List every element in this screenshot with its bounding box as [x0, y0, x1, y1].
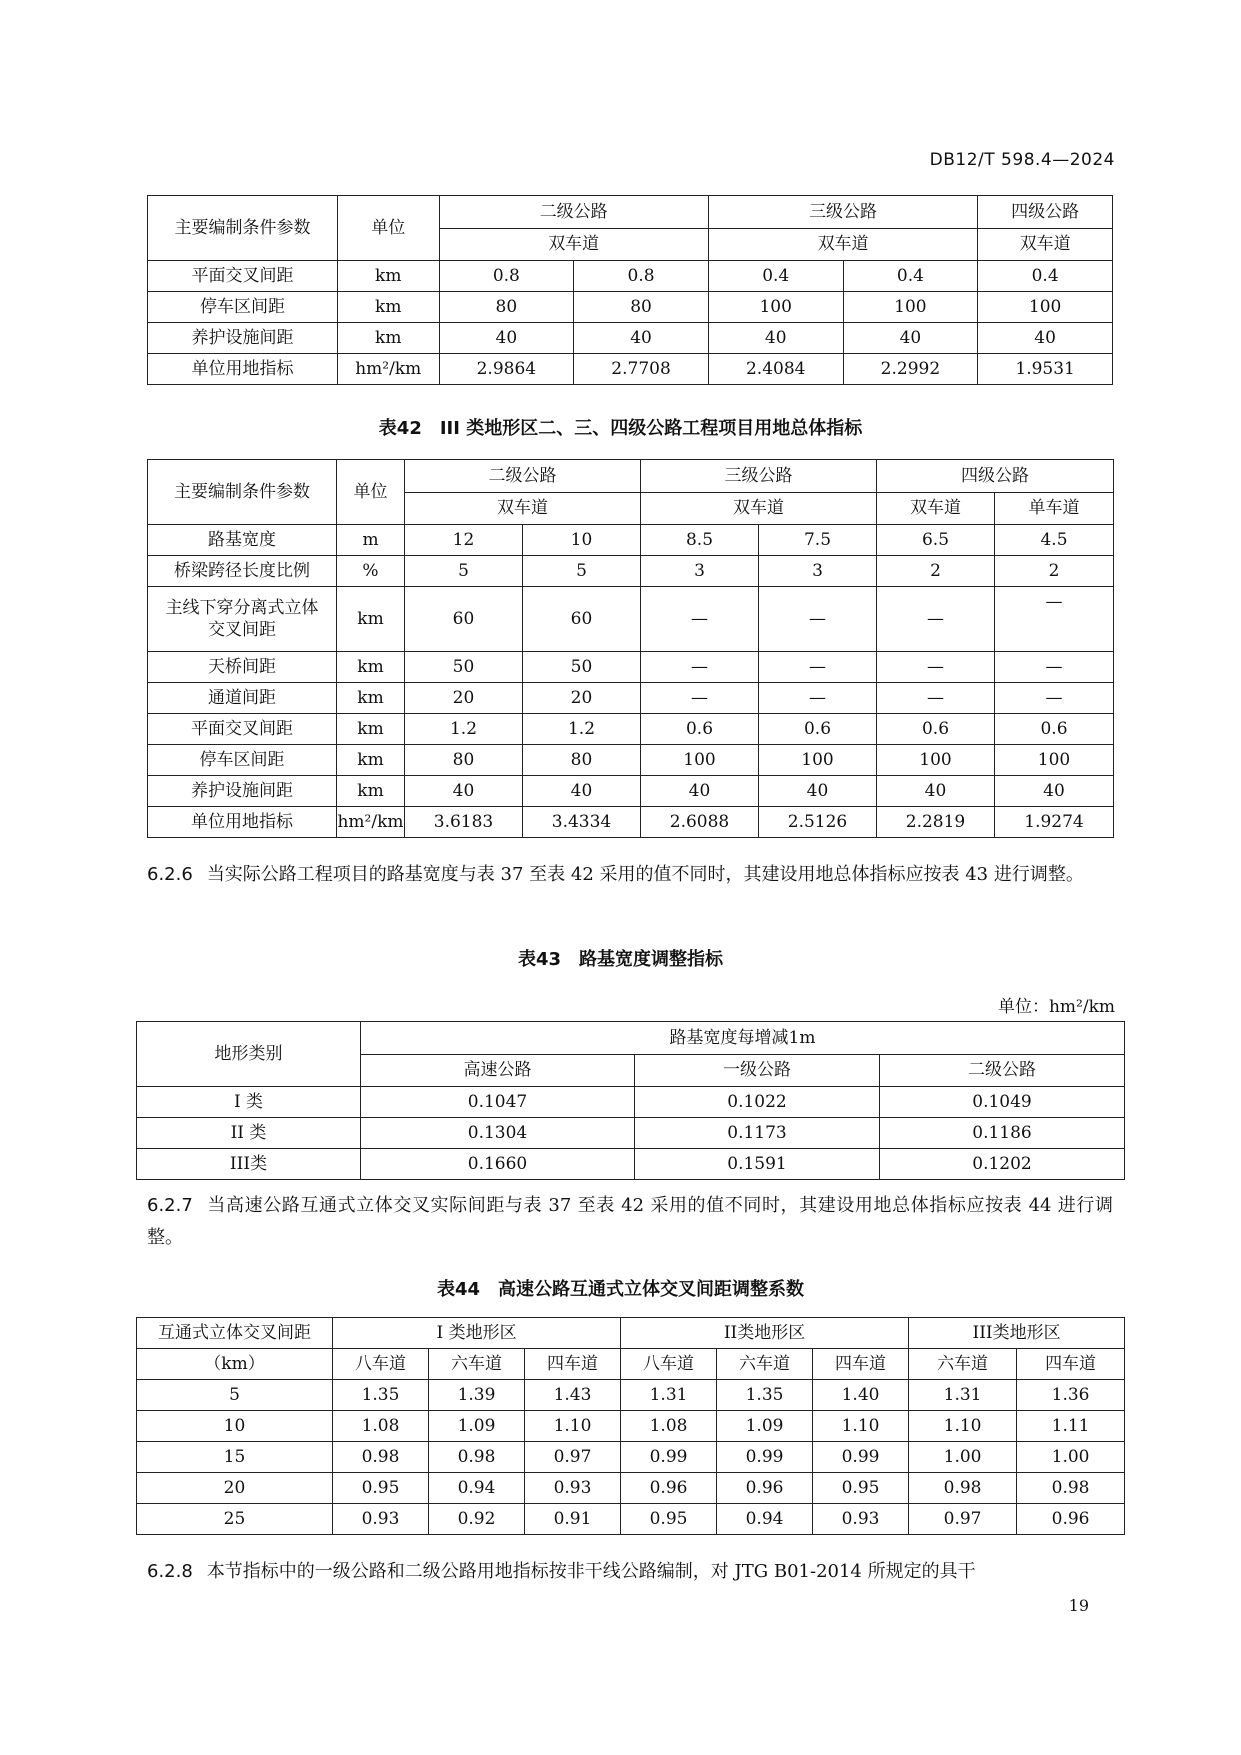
row-unit: km — [337, 323, 439, 354]
cell: 50 — [523, 652, 641, 683]
table-row — [148, 714, 1114, 745]
clause-text: 本节指标中的一级公路和二级公路用地指标按非干线公路编制，对 JTG B01-2014 所规定的具干 — [206, 1561, 976, 1582]
row-label: 停车区间距 — [148, 292, 338, 323]
cell: 100 — [978, 292, 1113, 323]
cell: — — [877, 587, 995, 652]
group-header: 三级公路 — [641, 460, 877, 493]
cell: 1.10 — [909, 1411, 1017, 1442]
cell: — — [995, 652, 1114, 683]
cell: 40 — [759, 776, 877, 807]
col-header: 高速公路 — [361, 1054, 635, 1087]
lane-header: 双车道 — [708, 228, 977, 261]
row-unit: km — [337, 776, 405, 807]
header-distance: 互通式立体交叉间距 — [137, 1318, 333, 1349]
cell: 1.09 — [717, 1411, 813, 1442]
lane-header: 六车道 — [429, 1349, 525, 1380]
row-label: 平面交叉间距 — [148, 261, 338, 292]
table-row — [137, 1442, 1125, 1473]
cell: 1.10 — [813, 1411, 909, 1442]
cell: 1.9531 — [978, 354, 1113, 385]
cell: 1.40 — [813, 1380, 909, 1411]
cell: 0.93 — [333, 1504, 429, 1535]
cell: 80 — [439, 292, 574, 323]
cell: 3 — [641, 556, 759, 587]
cell: — — [641, 683, 759, 714]
group-header: III类地形区 — [909, 1318, 1125, 1349]
row-label: III类 — [137, 1149, 361, 1180]
cell: — — [641, 652, 759, 683]
cell: — — [759, 683, 877, 714]
row-unit: km — [337, 292, 439, 323]
lane-header: 单车道 — [995, 492, 1114, 525]
cell: 3 — [759, 556, 877, 587]
cell: 1.00 — [909, 1442, 1017, 1473]
cell: 2 — [877, 556, 995, 587]
cell: 1.08 — [333, 1411, 429, 1442]
row-label: 养护设施间距 — [148, 323, 338, 354]
table-row — [148, 354, 1113, 385]
cell: 0.4 — [978, 261, 1113, 292]
table-row — [148, 683, 1114, 714]
cell: 20 — [405, 683, 523, 714]
cell: 1.43 — [525, 1380, 621, 1411]
cell: 0.98 — [1017, 1473, 1125, 1504]
group-header: 三级公路 — [708, 196, 977, 229]
clause-text: 当实际公路工程项目的路基宽度与表 37 至表 42 采用的值不同时，其建设用地总体指标应按表 43 进行调整。 — [206, 864, 1084, 885]
cell: 4.5 — [995, 525, 1114, 556]
cell: 2.7708 — [574, 354, 709, 385]
row-label: 养护设施间距 — [148, 776, 337, 807]
cell: 1.31 — [621, 1380, 717, 1411]
cell: 2 — [995, 556, 1114, 587]
table-row — [137, 1149, 1125, 1180]
group-header: I 类地形区 — [333, 1318, 621, 1349]
cell: 2.4084 — [708, 354, 843, 385]
row-label: 停车区间距 — [148, 745, 337, 776]
cell: — — [995, 683, 1114, 714]
cell: 40 — [843, 323, 978, 354]
table-row — [148, 745, 1114, 776]
row-unit: m — [337, 525, 405, 556]
cell: 40 — [574, 323, 709, 354]
col-header: 一级公路 — [635, 1054, 880, 1087]
cell: 0.97 — [909, 1504, 1017, 1535]
lane-header: 四车道 — [813, 1349, 909, 1380]
row-label: 25 — [137, 1504, 333, 1535]
header-unit: 单位 — [337, 196, 439, 261]
cell: 1.00 — [1017, 1442, 1125, 1473]
cell: 60 — [405, 587, 523, 652]
cell: 0.95 — [813, 1473, 909, 1504]
header-unit: 单位 — [337, 460, 405, 525]
cell: 0.4 — [708, 261, 843, 292]
row-label: 单位用地指标 — [148, 354, 338, 385]
cell: 0.1049 — [880, 1087, 1125, 1118]
cell: 0.99 — [621, 1442, 717, 1473]
cell: 0.6 — [995, 714, 1114, 745]
document-code: DB12/T 598.4—2024 — [929, 150, 1115, 170]
cell: 5 — [405, 556, 523, 587]
cell: 1.08 — [621, 1411, 717, 1442]
cell: — — [995, 587, 1114, 652]
cell: 100 — [759, 745, 877, 776]
table-row — [137, 1411, 1125, 1442]
clause-number: 6.2.7 — [147, 1195, 193, 1216]
table-42 — [147, 459, 1114, 838]
cell: 2.9864 — [439, 354, 574, 385]
cell: 7.5 — [759, 525, 877, 556]
cell: 1.35 — [333, 1380, 429, 1411]
table-row — [137, 1087, 1125, 1118]
cell: 80 — [405, 745, 523, 776]
cell: 20 — [523, 683, 641, 714]
cell: 0.1047 — [361, 1087, 635, 1118]
cell: 0.94 — [429, 1473, 525, 1504]
table-43-unit-note: 单位：hm²/km — [997, 997, 1115, 1017]
cell: 2.2819 — [877, 807, 995, 838]
cell: 80 — [523, 745, 641, 776]
cell: 1.11 — [1017, 1411, 1125, 1442]
table-row — [148, 556, 1114, 587]
cell: 12 — [405, 525, 523, 556]
cell: 5 — [523, 556, 641, 587]
table-43-caption: 表43 路基宽度调整指标 — [517, 949, 724, 970]
table-row — [148, 292, 1113, 323]
cell: 0.6 — [641, 714, 759, 745]
row-label: II 类 — [137, 1118, 361, 1149]
clause-6-2-8 — [147, 1556, 1113, 1588]
cell: 40 — [641, 776, 759, 807]
table-row — [148, 261, 1113, 292]
cell: 100 — [877, 745, 995, 776]
cell: 0.92 — [429, 1504, 525, 1535]
cell: — — [759, 587, 877, 652]
row-unit: km — [337, 652, 405, 683]
cell: 0.95 — [333, 1473, 429, 1504]
clause-number: 6.2.8 — [147, 1561, 193, 1582]
row-unit: hm²/km — [337, 807, 405, 838]
cell: 0.94 — [717, 1504, 813, 1535]
table-44-caption: 表44 高速公路互通式立体交叉间距调整系数 — [436, 1279, 805, 1300]
row-label: 5 — [137, 1380, 333, 1411]
header-param: 主要编制条件参数 — [148, 460, 337, 525]
cell: 1.2 — [405, 714, 523, 745]
table-row — [148, 587, 1114, 652]
cell: 0.96 — [1017, 1504, 1125, 1535]
cell: 40 — [995, 776, 1114, 807]
header-distance-unit: （km） — [137, 1349, 333, 1380]
cell: 1.10 — [525, 1411, 621, 1442]
row-label: 天桥间距 — [148, 652, 337, 683]
table-42-caption: 表42 III 类地形区二、三、四级公路工程项目用地总体指标 — [378, 418, 863, 439]
cell: 100 — [843, 292, 978, 323]
row-unit: km — [337, 261, 439, 292]
cell: 0.1304 — [361, 1118, 635, 1149]
cell: 0.97 — [525, 1442, 621, 1473]
lane-header: 四车道 — [1017, 1349, 1125, 1380]
cell: 60 — [523, 587, 641, 652]
table-41-continued — [147, 195, 1113, 385]
row-label: 桥梁跨径长度比例 — [148, 556, 337, 587]
cell: 100 — [641, 745, 759, 776]
lane-header: 双车道 — [641, 492, 877, 525]
row-label: 10 — [137, 1411, 333, 1442]
row-label: 平面交叉间距 — [148, 714, 337, 745]
cell: 0.1202 — [880, 1149, 1125, 1180]
cell: — — [759, 652, 877, 683]
cell: 8.5 — [641, 525, 759, 556]
lane-header: 双车道 — [978, 228, 1113, 261]
cell: 1.35 — [717, 1380, 813, 1411]
cell: 2.5126 — [759, 807, 877, 838]
lane-header: 四车道 — [525, 1349, 621, 1380]
cell: 0.1660 — [361, 1149, 635, 1180]
table-row — [148, 807, 1114, 838]
header-terrain: 地形类别 — [137, 1022, 361, 1087]
cell: 0.99 — [813, 1442, 909, 1473]
cell: 0.1022 — [635, 1087, 880, 1118]
cell: 40 — [439, 323, 574, 354]
cell: 1.9274 — [995, 807, 1114, 838]
row-label: 路基宽度 — [148, 525, 337, 556]
cell: 40 — [877, 776, 995, 807]
table-row — [137, 1504, 1125, 1535]
lane-header: 双车道 — [877, 492, 995, 525]
cell: 0.98 — [333, 1442, 429, 1473]
table-row — [148, 525, 1114, 556]
cell: 0.6 — [759, 714, 877, 745]
cell: 0.96 — [621, 1473, 717, 1504]
table-row — [137, 1118, 1125, 1149]
row-label: 通道间距 — [148, 683, 337, 714]
cell: 0.98 — [909, 1473, 1017, 1504]
cell: 0.95 — [621, 1504, 717, 1535]
clause-6-2-6 — [147, 859, 1113, 891]
lane-header: 八车道 — [333, 1349, 429, 1380]
cell: 40 — [978, 323, 1113, 354]
table-row — [148, 323, 1113, 354]
cell: 6.5 — [877, 525, 995, 556]
clause-6-2-7 — [147, 1190, 1113, 1254]
lane-header: 六车道 — [909, 1349, 1017, 1380]
cell: 40 — [405, 776, 523, 807]
cell: 1.31 — [909, 1380, 1017, 1411]
header-param: 主要编制条件参数 — [148, 196, 338, 261]
row-label: 单位用地指标 — [148, 807, 337, 838]
lane-header: 六车道 — [717, 1349, 813, 1380]
cell: 0.91 — [525, 1504, 621, 1535]
row-unit: km — [337, 683, 405, 714]
table-row — [137, 1380, 1125, 1411]
cell: 2.6088 — [641, 807, 759, 838]
row-unit: % — [337, 556, 405, 587]
table-row — [148, 776, 1114, 807]
cell: 0.98 — [429, 1442, 525, 1473]
cell: 0.4 — [843, 261, 978, 292]
cell: 0.8 — [439, 261, 574, 292]
lane-header: 八车道 — [621, 1349, 717, 1380]
cell: 100 — [708, 292, 843, 323]
cell: 0.1591 — [635, 1149, 880, 1180]
cell: 0.1173 — [635, 1118, 880, 1149]
cell: 0.93 — [813, 1504, 909, 1535]
cell: 2.2992 — [843, 354, 978, 385]
group-header: 四级公路 — [877, 460, 1114, 493]
clause-text: 当高速公路互通式立体交叉实际间距与表 37 至表 42 采用的值不同时，其建设用地总体指标应按表 44 进行调整。 — [147, 1195, 1113, 1248]
row-unit: km — [337, 587, 405, 652]
table-row — [137, 1473, 1125, 1504]
cell: 3.4334 — [523, 807, 641, 838]
clause-number: 6.2.6 — [147, 864, 193, 885]
cell: 3.6183 — [405, 807, 523, 838]
cell: 100 — [995, 745, 1114, 776]
row-label: 主线下穿分离式立体交叉间距 — [148, 587, 337, 652]
cell: 80 — [574, 292, 709, 323]
group-header: II类地形区 — [621, 1318, 909, 1349]
cell: 1.2 — [523, 714, 641, 745]
cell: 40 — [523, 776, 641, 807]
row-unit: hm²/km — [337, 354, 439, 385]
cell: 1.36 — [1017, 1380, 1125, 1411]
group-header: 路基宽度每增减1m — [361, 1022, 1125, 1055]
cell: 0.93 — [525, 1473, 621, 1504]
row-label: 15 — [137, 1442, 333, 1473]
cell: 0.99 — [717, 1442, 813, 1473]
cell: 10 — [523, 525, 641, 556]
cell: 0.96 — [717, 1473, 813, 1504]
table-44 — [136, 1317, 1125, 1535]
cell: 1.09 — [429, 1411, 525, 1442]
row-label: 20 — [137, 1473, 333, 1504]
cell: 0.6 — [877, 714, 995, 745]
table-43 — [136, 1021, 1125, 1180]
row-unit: km — [337, 714, 405, 745]
group-header: 二级公路 — [405, 460, 641, 493]
lane-header: 双车道 — [439, 228, 708, 261]
cell: 0.8 — [574, 261, 709, 292]
row-unit: km — [337, 745, 405, 776]
group-header: 四级公路 — [978, 196, 1113, 229]
cell: 0.1186 — [880, 1118, 1125, 1149]
group-header: 二级公路 — [439, 196, 708, 229]
cell: — — [877, 652, 995, 683]
cell: — — [877, 683, 995, 714]
lane-header: 双车道 — [405, 492, 641, 525]
row-label: I 类 — [137, 1087, 361, 1118]
cell: — — [641, 587, 759, 652]
table-row — [148, 652, 1114, 683]
cell: 50 — [405, 652, 523, 683]
cell: 40 — [708, 323, 843, 354]
page-number: 19 — [1068, 1596, 1089, 1615]
col-header: 二级公路 — [880, 1054, 1125, 1087]
cell: 1.39 — [429, 1380, 525, 1411]
